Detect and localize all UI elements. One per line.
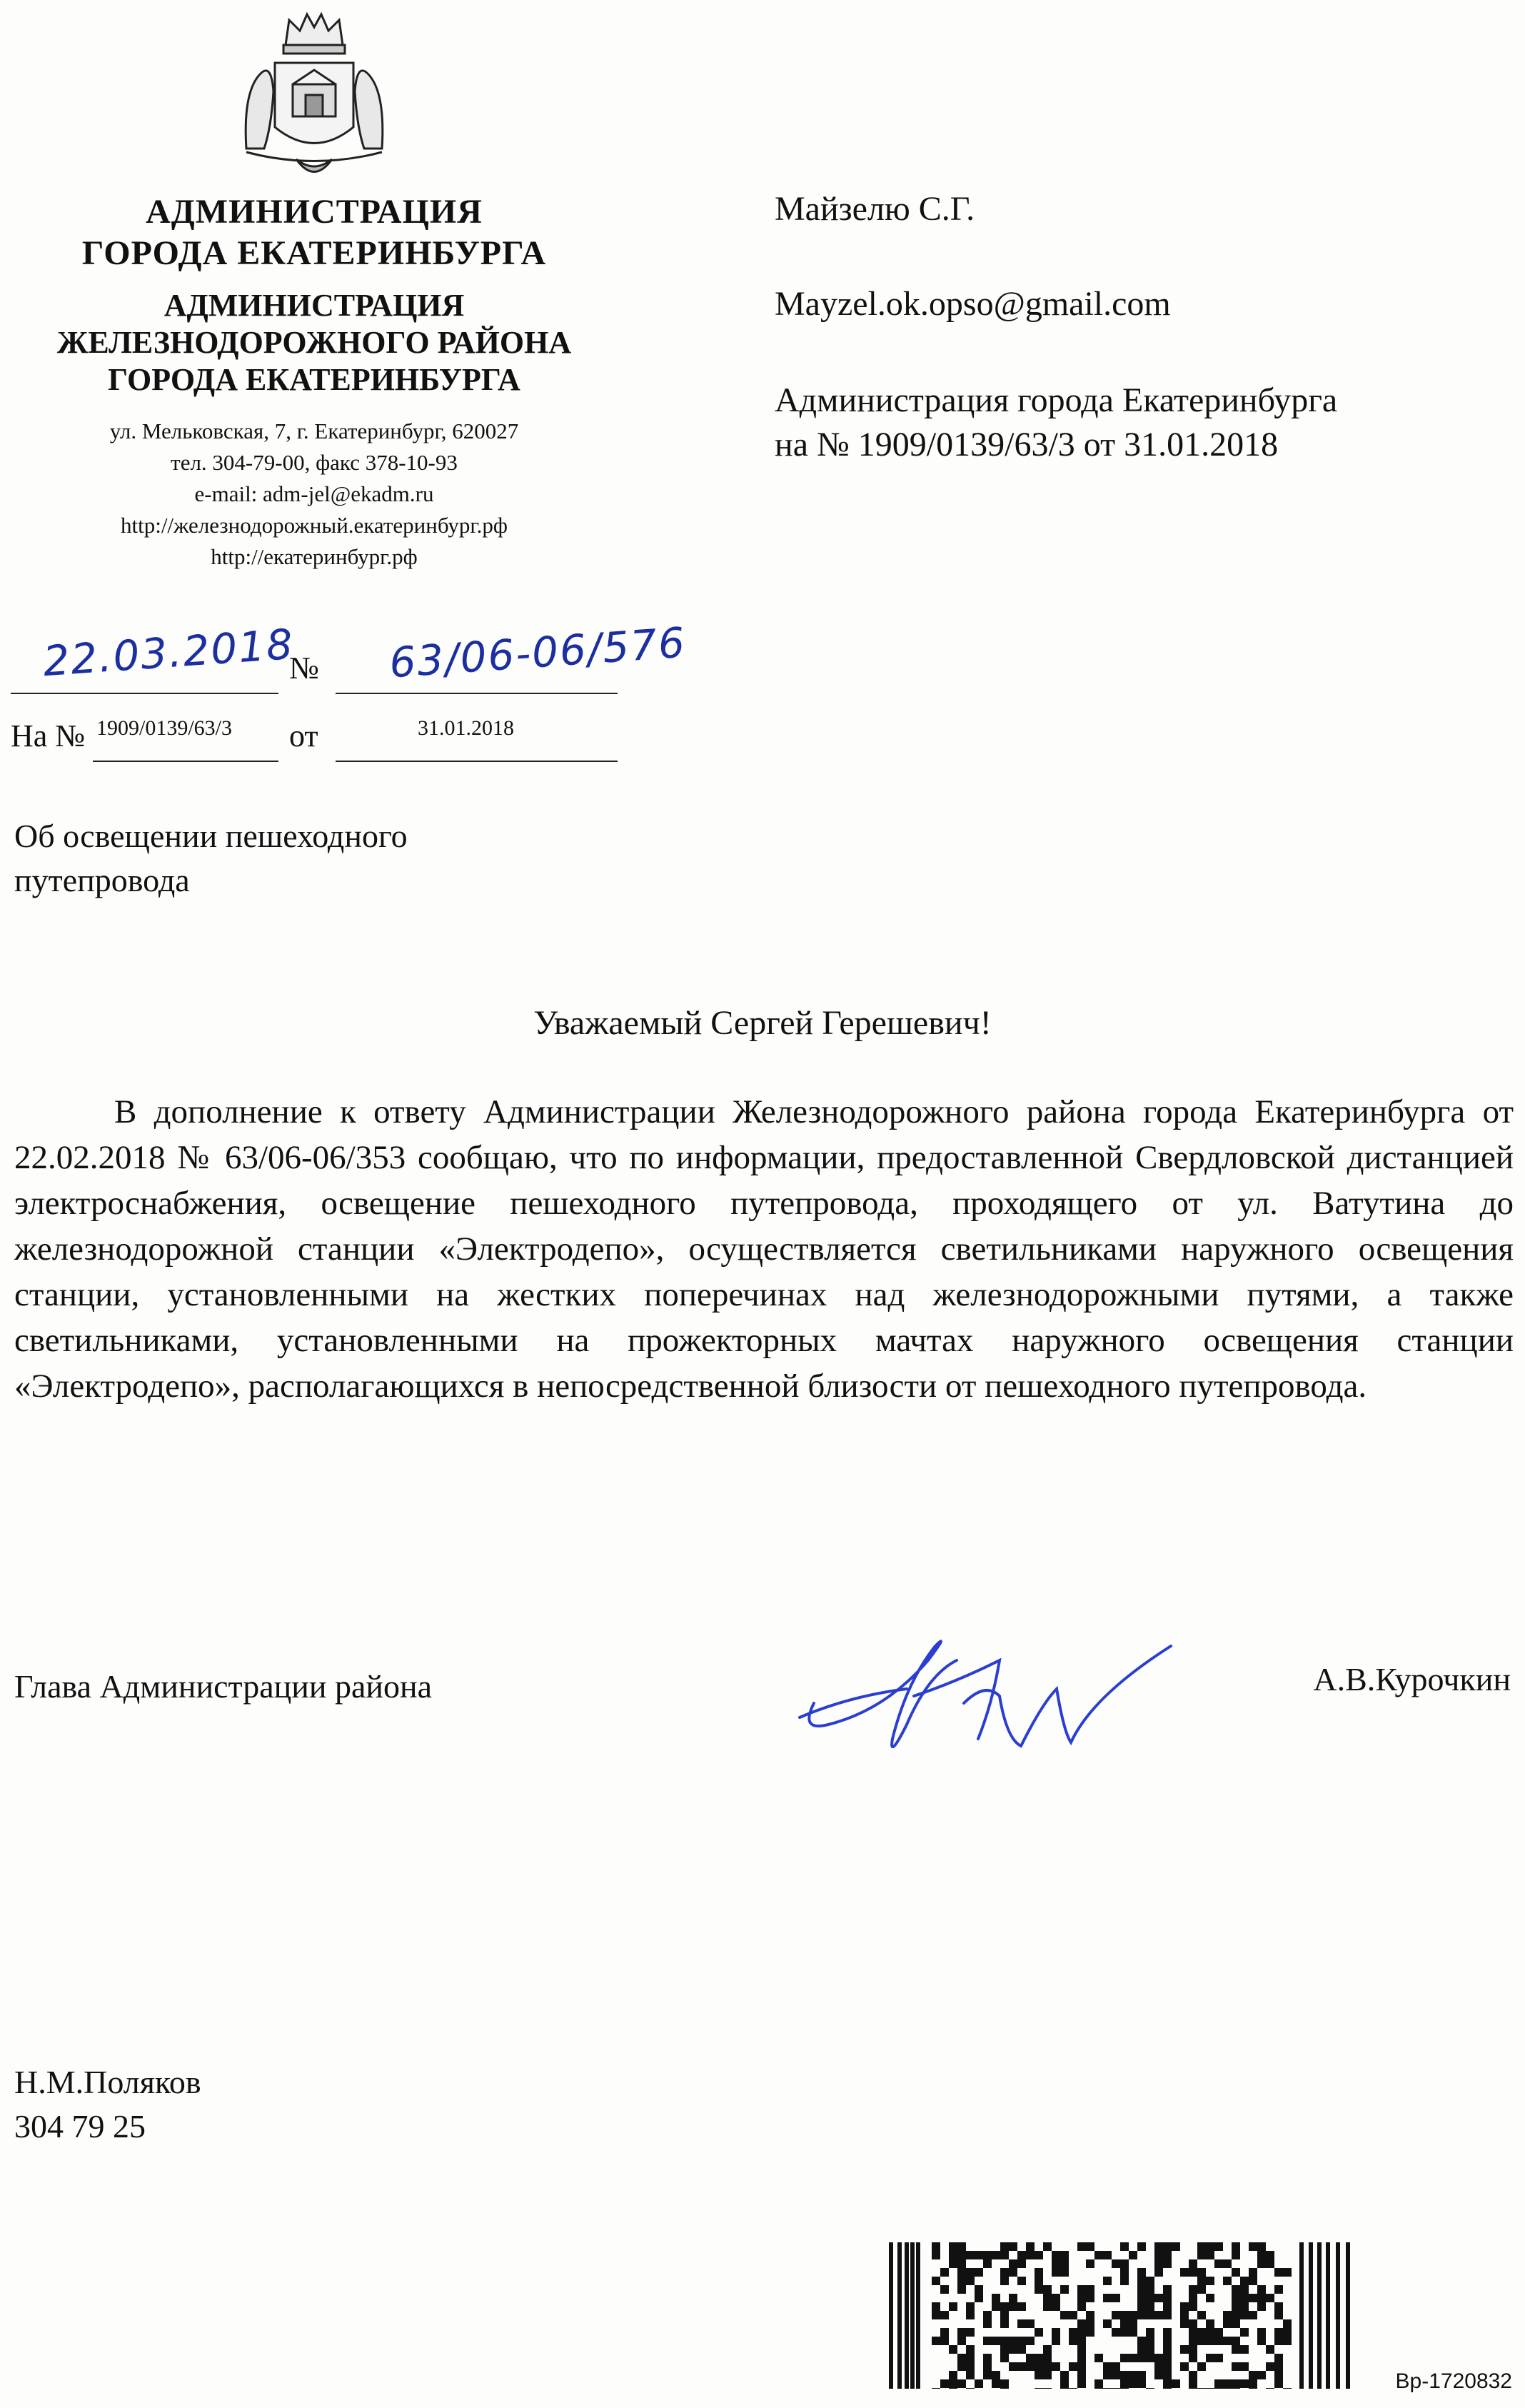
number-label: №	[289, 651, 319, 686]
salutation: Уважаемый Сергей Герешевич!	[533, 1004, 992, 1042]
barcode-id: Вр-1720832	[1395, 2369, 1512, 2393]
handwritten-date: 22.03.2018	[41, 619, 296, 686]
phone-fax: тел. 304-79-00, факс 378-10-93	[171, 450, 458, 475]
recipient-email: Mayzel.ok.opso@gmail.com	[775, 285, 1171, 323]
reference-underline	[93, 761, 278, 762]
subject-line1: Об освещении пешеходного	[14, 818, 408, 854]
subject	[14, 814, 408, 903]
reference-date: 31.01.2018	[418, 716, 514, 740]
recipient-name: Майзелю С.Г.	[775, 190, 975, 228]
org-name-line1: АДМИНИСТРАЦИЯ	[146, 193, 483, 231]
dept-name-line2: ЖЕЛЕЗНОДОРОЖНОГО РАЙОНА	[56, 325, 572, 360]
recipient-reference: на № 1909/0139/63/3 от 31.01.2018	[775, 426, 1279, 463]
reference-number: 1909/0139/63/3	[96, 716, 233, 740]
org-name-line2: ГОРОДА ЕКАТЕРИНБУРГА	[81, 234, 547, 272]
handwritten-number: 63/06-06/576	[388, 618, 688, 688]
reference-label: На №	[11, 718, 86, 753]
website-city: http://екатеринбург.рф	[211, 544, 418, 569]
date-underline	[11, 693, 278, 694]
handwritten-signature	[785, 1617, 1185, 1767]
website-district: http://железнодорожный.екатеринбург.рф	[120, 513, 508, 538]
subject-line2: путепровода	[14, 862, 190, 898]
email: e-mail: adm-jel@ekadm.ru	[194, 481, 434, 506]
executor-name: Н.М.Поляков	[14, 2064, 201, 2100]
letterhead	[0, 191, 628, 573]
address: ул. Мельковская, 7, г. Екатеринбург, 620027	[109, 418, 519, 443]
coat-of-arms-emblem	[232, 6, 396, 191]
signatory-name: А.В.Курочкин	[1313, 1661, 1511, 1697]
dept-name-line1: АДМИНИСТРАЦИЯ	[163, 288, 465, 323]
number-underline	[336, 693, 618, 694]
dept-name-line3: ГОРОДА ЕКАТЕРИНБУРГА	[108, 362, 520, 397]
reference-date-underline	[336, 761, 618, 762]
executor	[14, 2060, 201, 2149]
executor-phone: 304 79 25	[14, 2108, 146, 2144]
recipient-org: Администрация города Екатеринбурга	[775, 381, 1338, 419]
barcode	[889, 2242, 1360, 2389]
letter-body: В дополнение к ответу Администрации Железнодорожного района города Екатеринбурга от 22.02.2018 № 63/06-06/353 сообщаю, что по информации, предоставленной Свердловской дистанцией электроснабжения, освещение пешеходного путепровода, проходящего от ул. Ватутина до железнодорожной станции «Электродепо», осуществляется светильниками наружного освещения станции, установленными на жестких поперечинах над железнодорожными путями, а также светильниками, установленными на прожекторных мачтах наружного освещения станции «Электродепо», располагающихся в непосредственной близости от пешеходного путепровода.	[14, 1093, 1514, 1405]
signatory-title: Глава Администрации района	[14, 1668, 433, 1705]
reference-from-label: от	[289, 718, 318, 753]
